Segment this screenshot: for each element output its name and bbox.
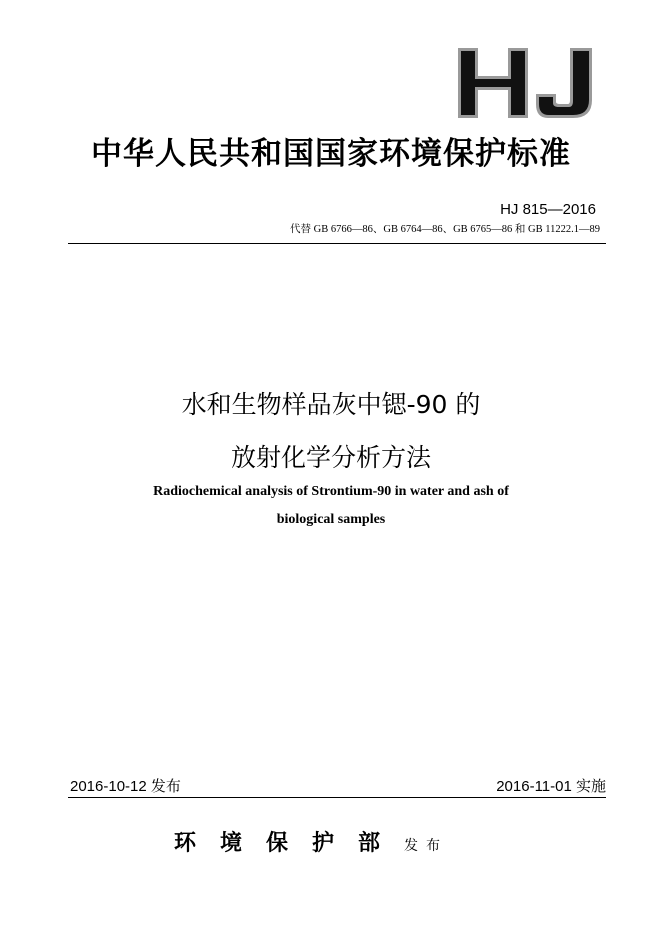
chinese-title-line-1: 水和生物样品灰中锶-90 的 (181, 390, 481, 419)
replaces-standards: 代替 GB 6766—86、GB 6764—86、GB 6765—86 和 GB 11222.1—89 (290, 224, 600, 235)
issue-date: 2016-10-12 发布 (70, 778, 181, 795)
publisher-name: 环境保护部 (174, 830, 405, 856)
english-title-line-1: Radiochemical analysis of Strontium-90 in water and ash of (153, 484, 509, 499)
issuing-authority-title: 中华人民共和国国家环境保护标准 (91, 136, 571, 172)
hj-logo-j (536, 48, 592, 118)
footer-divider (68, 797, 606, 798)
english-title-line-2: biological samples (276, 512, 386, 527)
publisher-line (174, 826, 448, 857)
effective-date: 2016-11-01 实施 (496, 778, 606, 795)
standard-number: HJ 815—2016 (500, 201, 596, 218)
hj-logo-h (458, 48, 528, 118)
hj-logo-icon (452, 42, 602, 122)
publisher-suffix: 发布 (404, 838, 449, 854)
header-divider (68, 243, 606, 244)
chinese-title-line-2: 放射化学分析方法 (230, 443, 431, 472)
